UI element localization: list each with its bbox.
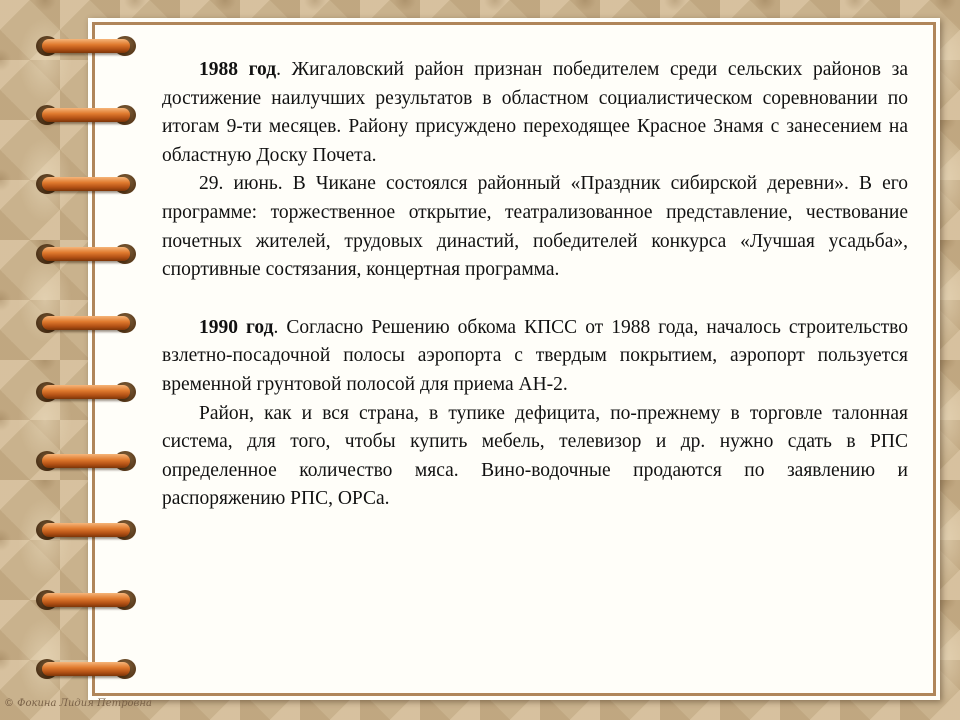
paragraph-1990 bbox=[162, 314, 908, 400]
year-heading-1988: 1988 год bbox=[199, 59, 277, 80]
binding-ring bbox=[36, 518, 136, 542]
ring-bar bbox=[42, 247, 130, 261]
paragraph-text: . Жигаловский район признан победителем среди сельских районов за достижение наилучших результатов в областном социалистическом соревновании по итогам 9-ти месяцев. Району присуждено переходящее Красное Знамя с занесением на областную Доску Почета. bbox=[162, 59, 908, 166]
spiral-binding bbox=[36, 34, 140, 684]
year-heading-1990: 1990 год bbox=[199, 316, 274, 338]
ring-bar bbox=[42, 108, 130, 122]
paragraph-deficit bbox=[162, 400, 908, 514]
binding-ring bbox=[36, 657, 136, 681]
paragraph-text: . Согласно Решению обкома КПСС от 1988 года, началось строительство взлетно-посадочной полосы аэропорта с твердым покрытием, аэропорт пользуется временной грунтовой полосой для приема АН-2. bbox=[162, 316, 908, 395]
binding-ring bbox=[36, 380, 136, 404]
binding-ring bbox=[36, 588, 136, 612]
binding-ring bbox=[36, 172, 136, 196]
binding-ring bbox=[36, 242, 136, 266]
binding-ring bbox=[36, 103, 136, 127]
paragraph-spacer bbox=[162, 285, 908, 314]
binding-ring bbox=[36, 34, 136, 58]
paragraph-1988 bbox=[162, 56, 908, 170]
ring-bar bbox=[42, 454, 130, 468]
ring-bar bbox=[42, 177, 130, 191]
ring-bar bbox=[42, 593, 130, 607]
author-watermark: © Фокина Лидия Петровна bbox=[4, 698, 152, 709]
ring-bar bbox=[42, 316, 130, 330]
ring-bar bbox=[42, 523, 130, 537]
document-text bbox=[162, 56, 908, 514]
paragraph-june bbox=[162, 170, 908, 284]
paragraph-text: Район, как и вся страна, в тупике дефицита, по-прежнему в торговле талонная система, для того, чтобы купить мебель, телевизор и др. нужно сдать в РПС определенное количество мяса. Вино-водочные продаются по заявлению и распоряжению РПС, ОРСа. bbox=[162, 402, 908, 510]
ring-bar bbox=[42, 385, 130, 399]
paragraph-text: 29. июнь. В Чикане состоялся районный «Праздник сибирской деревни». В его программе: торжественное открытие, театрализованное представление, чествование почетных жителей, трудовых династий, победителей конкурса «Лучшая усадьба», спортивные состязания, концертная программа. bbox=[162, 173, 908, 281]
ring-bar bbox=[42, 39, 130, 53]
binding-ring bbox=[36, 311, 136, 335]
ring-bar bbox=[42, 662, 130, 676]
binding-ring bbox=[36, 449, 136, 473]
